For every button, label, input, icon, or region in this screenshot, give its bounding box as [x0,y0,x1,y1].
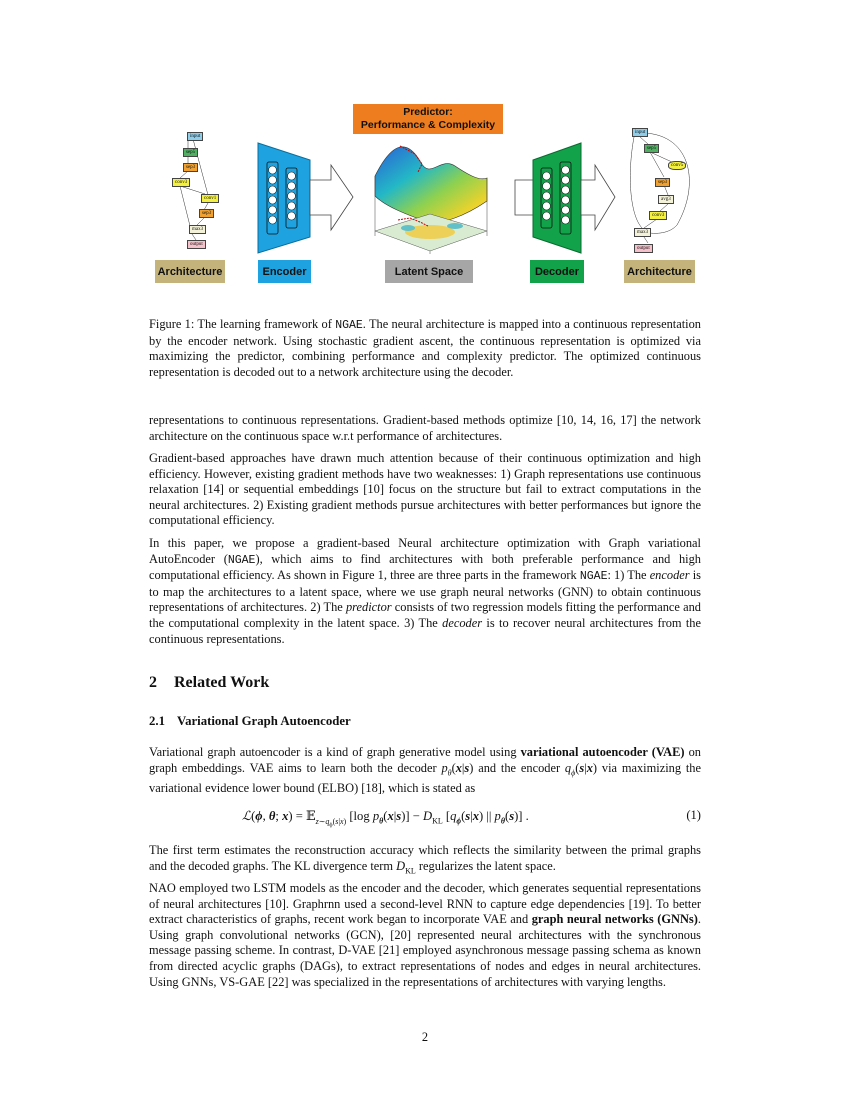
node-out-sep5: sep5 [644,144,659,153]
nao-bold: graph neural networks (GNNs) [531,912,698,927]
caption-prefix: Figure 1: The learning framework of [149,317,336,331]
p3-text-c: : 1) The [607,568,650,583]
caption-text: . The neural architecture is mapped into a continuous representation by the encoder network. Using stochastic gradient ascent, the continuous representation is optimized via maximizing the predictor, combining performance and complexity predictor. The optimized continuous representation is decoded out to a network architecture using the decoder. [149,317,702,379]
node-input: input [187,132,203,141]
node-out-sep3: sep3 [655,178,670,187]
node-max3: max3 [189,225,206,234]
encoder-network-icon [255,140,355,255]
node-out-output: output [634,244,653,253]
node-out-avg3: avg3 [658,195,674,204]
paragraph-1: representations to continuous representations. Gradient-based methods optimize [10, 14, 16, 17] the network architecture on the continuous space w.r.t performance of architectures. [149,413,701,443]
nao-text-b: . Using graph convolutional networks (GCN), [20] represented neural architectures with the synchronous message passing scheme. In contrast, D-VAE [21] employed asynchronous message passing schema as known from directed acyclic graphs (DAGs), to extract representations of nodes and edges in neural architectures. Using GNNs, VS-GAE [22] was specialized in the representations of architectures with varying lengths. [149,912,701,989]
vae-text-a: Variational graph autoencoder is a kind of graph generative model using [149,745,521,759]
node-out-max3: max3 [634,228,651,237]
p3-text-f: is to recover neural architectures from the continuous representations. [149,615,702,646]
p3-text-a: In this paper, we propose a gradient-based Neural architecture optimization with Graph variational AutoEncoder ( [149,536,701,566]
section-title: Related Work [174,674,270,691]
p3-text-d: is to map the architectures to a latent space, where we use graph neural networks (GNN) to obtain continuous representations of architectures. 2) The [149,568,702,615]
subsection-heading [149,714,351,729]
subsection-title: Variational Graph Autoencoder [177,714,351,728]
kl-paragraph [149,843,701,879]
node-conv3: conv3 [172,178,190,187]
elbo-equation: ℒ(ϕ, θ; x) = 𝔼$_{z\sim q_\phi(s|x)}$ [log $p_\theta(x|s)] - D_{KL}$ [$q_\phi(s|x)$ || $p_\theta(s)$] . [242,809,529,829]
p3-decoder: decoder [442,615,483,630]
kl-text-a: The first term estimates the reconstruction accuracy which reflects the similarity between the primal graphs and the decoded graphs. The KL divergence term [149,843,701,873]
section-heading [149,674,269,692]
paragraph-3 [149,536,701,647]
vae-bold: variational autoencoder (VAE) [520,745,685,759]
predictor-label [353,104,503,134]
vae-encoder-formula: $q_\phi(s|x)$ [564,760,598,778]
kl-term: $D_{KL}$ [396,858,416,876]
p3-predictor: predictor [345,600,392,615]
vae-paragraph [149,745,701,796]
equation-number: (1) [686,808,701,822]
p3-ngae: NGAE [227,553,256,567]
vae-text-b: on graph embeddings. VAE aims to learn both the decoder [149,745,701,775]
node-sep3: sep3 [183,163,198,172]
nao-text-a: NAO employed two LSTM models as the encoder and the decoder, which generates sequential representations of neural architectures [10]. Graphrnn used a second-level RNN to capture edge dependencies [19]. To better extract characteristics of graphs, recent work began to incorporate VAE and [149,881,701,927]
label-architecture-out: Architecture [624,260,695,283]
figure-caption [149,317,701,380]
label-latent-space: Latent Space [385,260,473,283]
vae-decoder-formula: $p_\theta(x|s)$ [441,760,474,778]
caption-ngae: NGAE [335,319,363,332]
node-sep3-b: sep3 [199,209,214,218]
label-architecture-in: Architecture [155,260,225,283]
node-conv1: conv1 [201,194,219,203]
latent-space-surface [370,136,490,256]
page-number: 2 [421,1030,429,1044]
node-output: output [187,240,206,249]
nao-paragraph [149,881,701,990]
vae-text-c: and the encoder [473,760,565,775]
section-number: 2 [149,674,157,691]
predictor-line-1: Predictor: [403,106,453,118]
p3-encoder: encoder [649,568,690,583]
predictor-line-2: Performance & Complexity [360,119,496,131]
subsection-number: 2.1 [149,714,165,728]
p3-ngae-2: NGAE [579,570,608,584]
decoder-network-icon [513,140,618,255]
vae-text-d: via maximizing the variational evidence lower bound (ELBO) [18], which is stated as [149,760,701,795]
kl-text-b: regularizes the latent space. [415,858,556,873]
node-sep5: sep5 [183,148,198,157]
node-out-conv5: conv5 [668,161,686,170]
p3-text-e: consists of two regression models fitting the performance and the computational complexity in the latent space. 3) The [149,600,701,630]
paragraph-2: Gradient-based approaches have drawn much attention because of their continuous optimization and high efficiency. However, existing gradient methods have two weaknesses: 1) Graph representations use continuous relaxation [14] or sequential embeddings [10] focus on the structure but fail to extract computations in the neural architectures. 2) Existing gradient methods pursue architectures with better performances but ignore the computational efficiency. [149,451,701,528]
label-encoder: Encoder [258,260,311,283]
label-decoder: Decoder [530,260,584,283]
node-out-input: input [632,128,648,137]
p3-text-b: ), which aims to find architectures with both preferable performance and high computational efficiency. As shown in Figure 1, three are three parts in the framework [149,551,701,583]
node-out-conv3: conv3 [649,211,667,220]
